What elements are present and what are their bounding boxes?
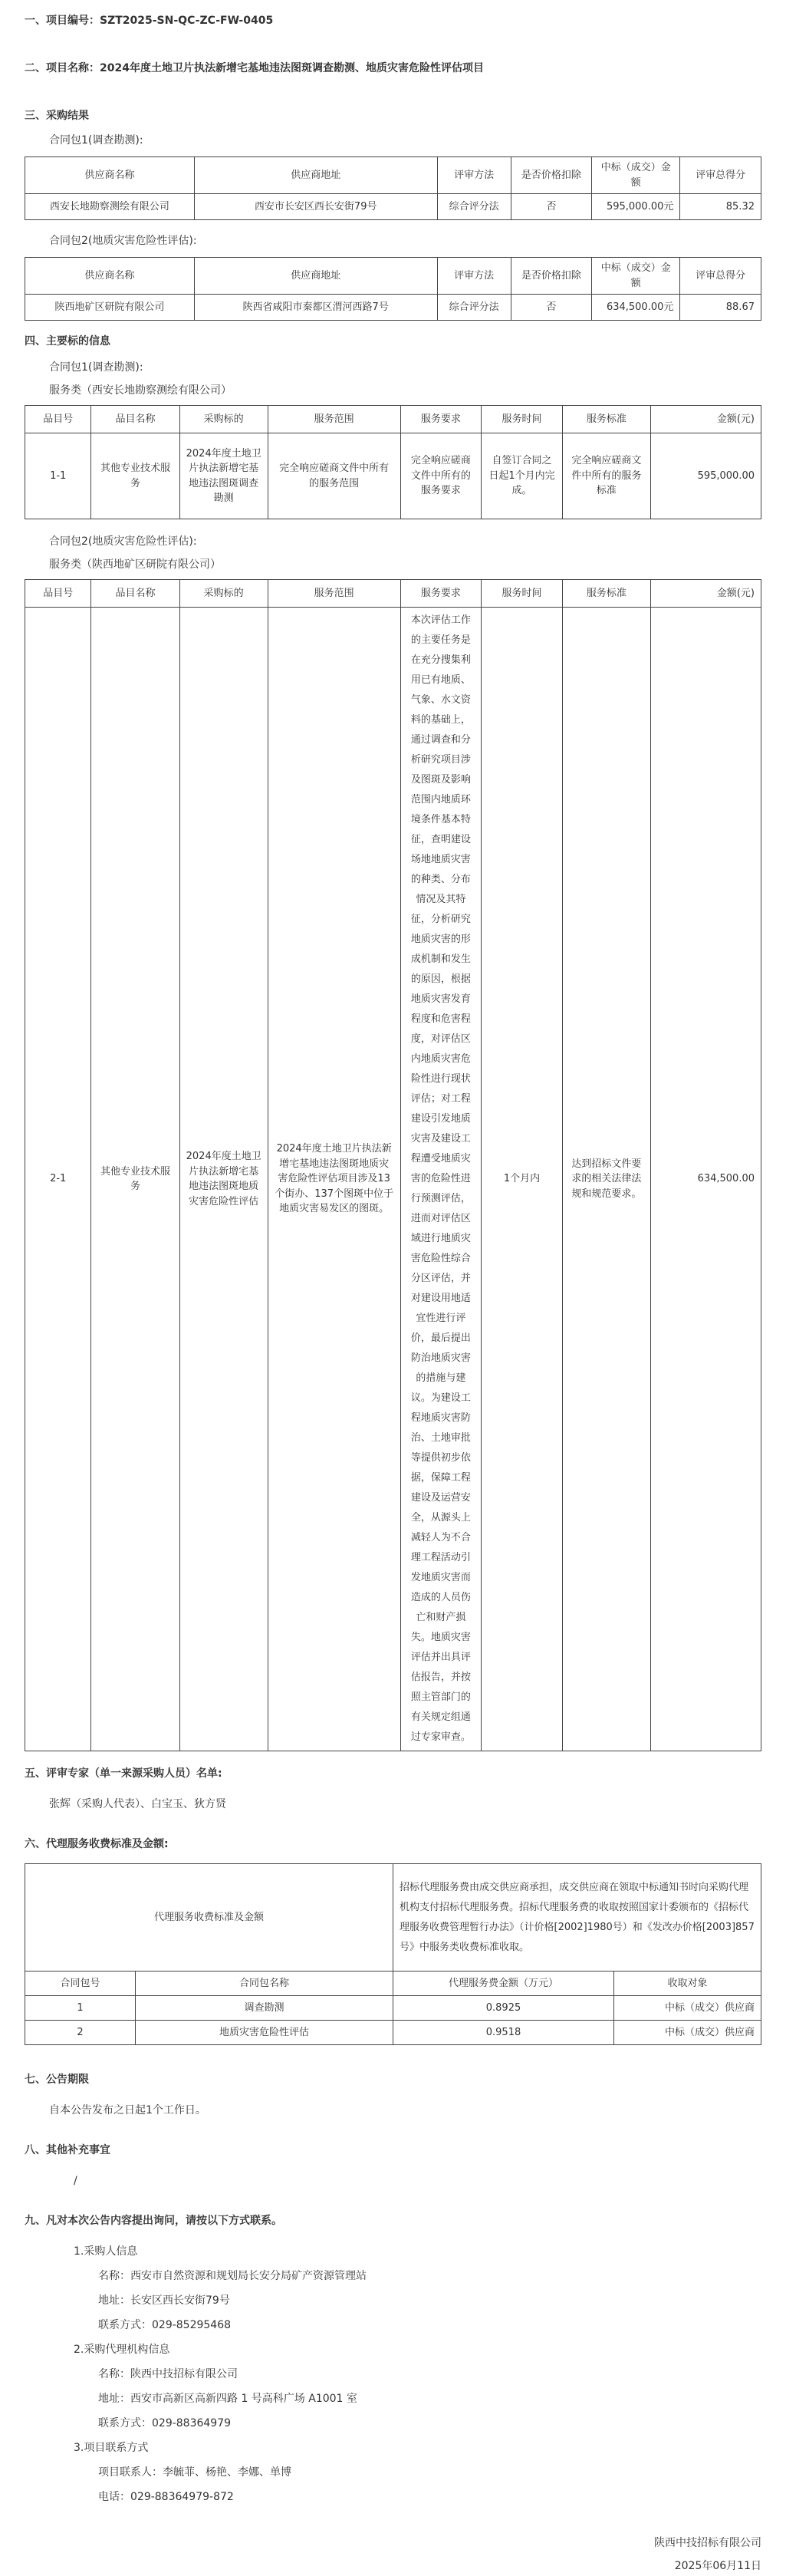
result-package-1-label: 合同包1(调查勘测):	[49, 134, 143, 147]
col-price-deduction: 是否价格扣除	[511, 157, 592, 194]
cell-package-no: 2	[25, 2021, 136, 2045]
other-matters-text: /	[74, 2175, 77, 2187]
experts-names: 张辉（采购人代表）、白宝玉、狄方贤	[49, 1798, 226, 1810]
table-row	[25, 194, 761, 220]
cell-charge-object: 中标（成交）供应商	[614, 2021, 761, 2045]
cell-requirement: 完全响应磋商文件中所有的服务要求	[400, 433, 482, 519]
col-standard: 服务标准	[562, 406, 650, 433]
table-row	[25, 608, 761, 1751]
cell-total-score: 85.32	[680, 194, 761, 220]
subject-table-2	[25, 579, 761, 1751]
cell-package-name: 地质灾害危险性评估	[136, 2021, 393, 2045]
col-package-name: 合同包名称	[136, 1972, 393, 1996]
col-subject: 采购标的	[179, 580, 268, 608]
col-total-score: 评审总得分	[680, 157, 761, 194]
agency-fee-table	[25, 1863, 761, 2045]
table-row	[25, 295, 761, 321]
cell-scope: 2024年度土地卫片执法新增宅基地违法图斑地质灾害危险性评估项目涉及13个街办、137个图斑中位于地质灾害易发区的图斑。	[268, 608, 400, 1751]
cell-item-name: 其他专业技术服务	[91, 433, 179, 519]
cell-standard: 完全响应磋商文件中所有的服务标准	[562, 433, 650, 519]
other-matters-title: 八、其他补充事宜	[25, 2144, 110, 2156]
purchaser-name: 名称：西安市自然资源和规划局长安分局矿产资源管理站	[98, 2270, 367, 2282]
col-scope: 服务范围	[268, 406, 400, 433]
cell-supplier-address: 西安市长安区西长安街79号	[194, 194, 437, 220]
cell-amount: 634,500.00	[650, 608, 761, 1751]
col-award-amount: 中标（成交）金额	[592, 258, 680, 295]
col-review-method: 评审方法	[437, 258, 511, 295]
col-amount: 金额(元)	[650, 580, 761, 608]
cell-fee-amount: 0.8925	[393, 1996, 614, 2021]
footer-org: 陕西中技招标有限公司	[654, 2537, 761, 2549]
table-row	[25, 2021, 761, 2045]
col-package-no: 合同包号	[25, 1972, 136, 1996]
col-supplier-name: 供应商名称	[25, 258, 195, 295]
contact-title: 九、凡对本次公告内容提出询问，请按以下方式联系。	[25, 2215, 282, 2227]
subject-package-2-label: 合同包2(地质灾害危险性评估):	[49, 535, 197, 548]
col-requirement: 服务要求	[400, 406, 482, 433]
col-item-no: 品目号	[25, 580, 91, 608]
cell-price-deduction: 否	[511, 295, 592, 321]
col-scope: 服务范围	[268, 580, 400, 608]
col-supplier-address: 供应商地址	[194, 258, 437, 295]
agency-name: 名称：陕西中技招标有限公司	[98, 2368, 238, 2380]
footer-date: 2025年06月11日	[674, 2560, 761, 2572]
col-subject: 采购标的	[179, 406, 268, 433]
procurement-result-title: 三、采购结果	[25, 110, 89, 122]
agency-phone: 联系方式：029-88364979	[98, 2417, 232, 2429]
result-table-1	[25, 156, 761, 220]
project-contact-phone: 电话：029-88364979-872	[98, 2491, 234, 2503]
result-package-2-label: 合同包2(地质灾害危险性评估):	[49, 235, 197, 247]
purchaser-info-head: 1.采购人信息	[74, 2245, 138, 2258]
experts-title: 五、评审专家（单一来源采购人员）名单:	[25, 1767, 222, 1780]
col-award-amount: 中标（成交）金额	[592, 157, 680, 194]
cell-supplier-address: 陕西省咸阳市秦都区渭河西路7号	[194, 295, 437, 321]
subject-info-title: 四、主要标的信息	[25, 335, 110, 348]
cell-award-amount: 595,000.00元	[592, 194, 680, 220]
col-supplier-address: 供应商地址	[194, 157, 437, 194]
fee-standard-label: 代理服务收费标准及金额	[25, 1864, 393, 1972]
col-standard: 服务标准	[562, 580, 650, 608]
subject-package-2-service: 服务类（陕西地矿区研院有限公司）	[49, 558, 221, 571]
cell-fee-amount: 0.9518	[393, 2021, 614, 2045]
cell-review-method: 综合评分法	[437, 194, 511, 220]
project-contact-head: 3.项目联系方式	[74, 2442, 149, 2454]
col-amount: 金额(元)	[650, 406, 761, 433]
cell-scope: 完全响应磋商文件中所有的服务范围	[268, 433, 400, 519]
cell-price-deduction: 否	[511, 194, 592, 220]
table-row	[25, 1996, 761, 2021]
subject-table-1	[25, 405, 761, 519]
cell-standard: 达到招标文件要求的相关法律法规和规范要求。	[562, 608, 650, 1751]
agency-info-head: 2.采购代理机构信息	[74, 2344, 170, 2356]
cell-charge-object: 中标（成交）供应商	[614, 1996, 761, 2021]
cell-supplier-name: 西安长地勘察测绘有限公司	[25, 194, 195, 220]
col-review-method: 评审方法	[437, 157, 511, 194]
col-time: 服务时间	[482, 580, 563, 608]
notice-period-title: 七、公告期限	[25, 2074, 89, 2086]
col-price-deduction: 是否价格扣除	[511, 258, 592, 295]
col-time: 服务时间	[482, 406, 563, 433]
cell-time: 自签订合同之日起1个月内完成。	[482, 433, 563, 519]
project-number: 一、项目编号：SZT2025-SN-QC-ZC-FW-0405	[25, 15, 274, 27]
cell-requirement: 本次评估工作的主要任务是在充分搜集利用已有地质、气象、水文资料的基础上，通过调查和分析研究项目涉及图斑及影响范围内地质环境条件基本特征，查明建设场地地质灾害的种类、分布情况及其特征，分析研究地质灾害的形成机制和发生的原因，根据地质灾害发育程度和危害程度，对评估区内地质灾害危险性进行现状评估；对工程建设引发地质灾害及建设工程遭受地质灾害的危险性进行预测评估，进而对评估区域进行地质灾害危险性综合分区评估，并对建设用地适宜性进行评价，最后提出防治地质灾害的措施与建议。为建设工程地质灾害防治、土地审批等提供初步依据，保障工程建设及运营安全，从源头上减轻人为不合理工程活动引发地质灾害而造成的人员伤亡和财产损失。地质灾害评估并出具评估报告，并按照主管部门的有关规定组通过专家审查。	[400, 608, 482, 1751]
table-row	[25, 433, 761, 519]
agency-address: 地址：西安市高新区高新四路 1 号高科广场 A1001 室	[98, 2393, 357, 2405]
cell-supplier-name: 陕西地矿区研院有限公司	[25, 295, 195, 321]
cell-item-no: 2-1	[25, 608, 91, 1751]
cell-review-method: 综合评分法	[437, 295, 511, 321]
cell-total-score: 88.67	[680, 295, 761, 321]
purchaser-address: 地址：长安区西长安街79号	[98, 2294, 230, 2307]
cell-time: 1个月内	[482, 608, 563, 1751]
cell-package-no: 1	[25, 1996, 136, 2021]
col-item-name: 品目名称	[91, 580, 179, 608]
project-contact-person: 项目联系人：李毓菲、杨艳、李娜、单博	[98, 2466, 291, 2479]
project-name: 二、项目名称：2024年度土地卫片执法新增宅基地违法图斑调查勘测、地质灾害危险性评估项目	[25, 62, 484, 74]
purchaser-phone: 联系方式：029-85295468	[98, 2319, 232, 2331]
cell-award-amount: 634,500.00元	[592, 295, 680, 321]
col-item-name: 品目名称	[91, 406, 179, 433]
cell-subject: 2024年度土地卫片执法新增宅基地违法图斑调查勘测	[179, 433, 268, 519]
subject-package-1-label: 合同包1(调查勘测):	[49, 361, 143, 374]
subject-package-1-service: 服务类（西安长地勘察测绘有限公司）	[49, 384, 232, 397]
agency-fee-title: 六、代理服务收费标准及金额:	[25, 1838, 169, 1850]
cell-amount: 595,000.00	[650, 433, 761, 519]
cell-package-name: 调查勘测	[136, 1996, 393, 2021]
cell-subject: 2024年度土地卫片执法新增宅基地违法图斑地质灾害危险性评估	[179, 608, 268, 1751]
col-supplier-name: 供应商名称	[25, 157, 195, 194]
cell-item-no: 1-1	[25, 433, 91, 519]
col-requirement: 服务要求	[400, 580, 482, 608]
col-total-score: 评审总得分	[680, 258, 761, 295]
col-fee-amount: 代理服务费金额（万元）	[393, 1972, 614, 1996]
notice-period-text: 自本公告发布之日起1个工作日。	[49, 2104, 206, 2116]
cell-item-name: 其他专业技术服务	[91, 608, 179, 1751]
fee-standard-text: 招标代理服务费由成交供应商承担，成交供应商在领取中标通知书时向采购代理机构支付招标代理服务费。招标代理服务费的收取按照国家计委颁布的《招标代理服务收费管理暂行办法》（计价格[2002]1980号）和《发改办价格[2003]857号》中服务类收费标准收取。	[393, 1864, 761, 1972]
col-item-no: 品目号	[25, 406, 91, 433]
result-table-2	[25, 257, 761, 321]
col-charge-object: 收取对象	[614, 1972, 761, 1996]
